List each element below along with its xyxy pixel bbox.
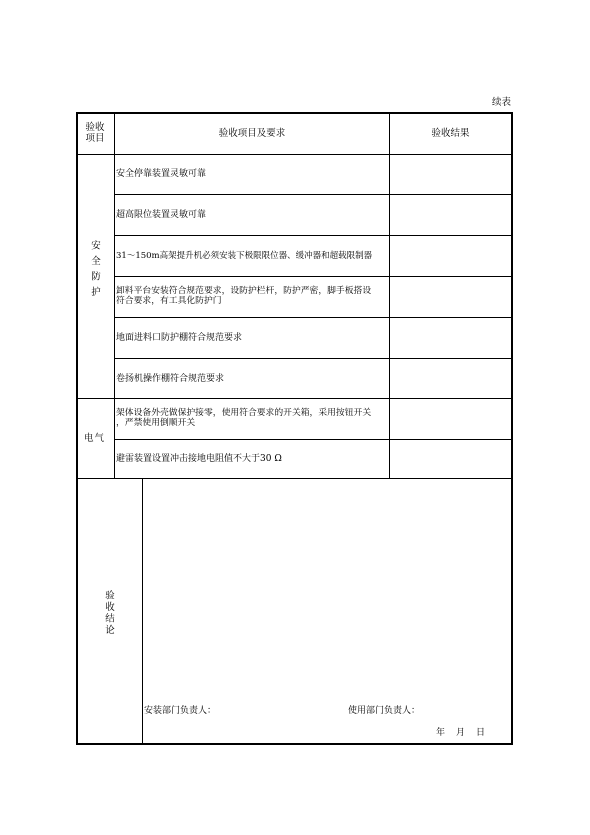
header-item-label: 验收 项目 [85,122,105,144]
row-requirement-text: 31～150m高架提升机必须安装下极限限位器、缓冲器和超载限制器 [116,251,373,261]
header-requirements-label: 验收项目及要求 [218,128,286,139]
row-requirement-text: 地面进料口防护棚符合规范要求 [116,333,243,343]
header-result-label: 验收结果 [431,128,470,139]
category-safety-protection: 安全防护 [89,240,100,302]
installer-signature-label: 安装部门负责人： [144,706,217,716]
row-requirement-text: 卸料平台安装符合规范要求，设防护栏杆，防护严密，脚手板搭设 符合要求，有工具化防护门 [116,286,372,306]
continued-label: 续表 [492,97,512,108]
user-signature-label: 使用部门负责人： [348,706,421,716]
row-requirement-text: 避雷装置设置冲击接地电阻值不大于30 Ω [116,454,282,464]
category-electrical: 电气 [84,433,106,444]
row-requirement-text: 卷扬机操作棚符合规范要求 [116,374,225,384]
date-line: 年 月 日 [436,728,487,738]
row-requirement-text: 安全停靠装置灵敏可靠 [116,169,207,179]
row-requirement-text: 超高限位装置灵敏可靠 [116,210,207,220]
row-requirement-text: 架体设备外壳做保护接零，使用符合要求的开关箱，采用按钮开关 ，严禁使用倒顺开关 [116,408,372,428]
conclusion-label: 验收结论 [103,590,114,636]
